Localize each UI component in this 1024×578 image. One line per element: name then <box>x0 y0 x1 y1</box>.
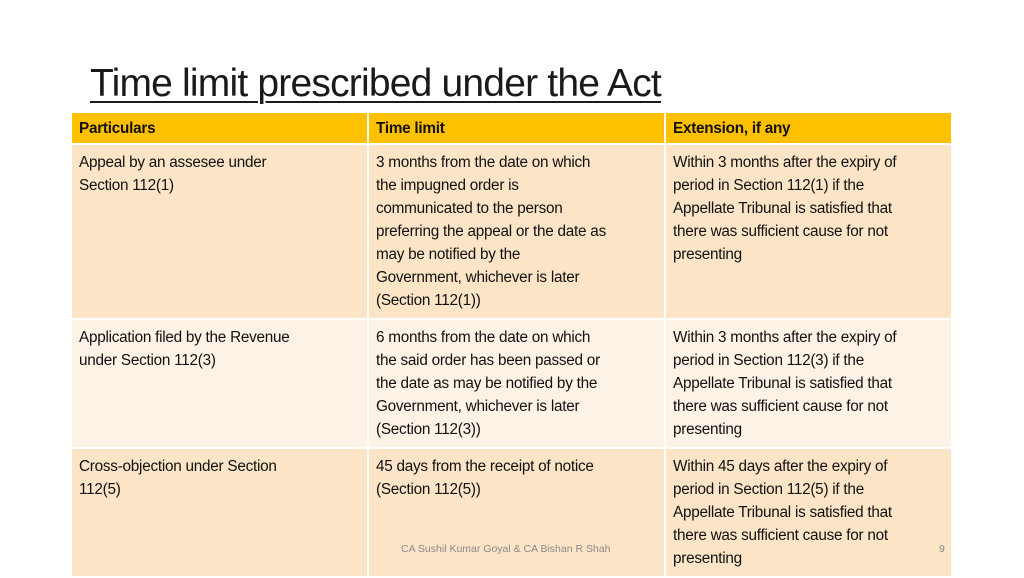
table-header-row <box>71 112 952 144</box>
time-limit-table <box>70 111 953 578</box>
header-particulars: Particulars <box>71 112 368 144</box>
table-row <box>71 319 952 448</box>
cell-extension: Within 3 months after the expiry of period in Section 112(1) if the Appellate Tribunal is satisfied that there was sufficient cause for not presenting <box>665 144 952 319</box>
slide-title: Time limit prescribed under the Act <box>90 62 661 105</box>
cell-particulars: Appeal by an assesee under Section 112(1) <box>71 144 368 319</box>
header-time-limit: Time limit <box>368 112 665 144</box>
header-extension: Extension, if any <box>665 112 952 144</box>
footer-authors: CA Sushil Kumar Goyal & CA Bishan R Shah <box>401 543 611 555</box>
cell-time-limit: 45 days from the receipt of notice (Section 112(5)) <box>368 448 665 577</box>
page-number: 9 <box>939 543 945 555</box>
table-row <box>71 448 952 577</box>
cell-time-limit: 3 months from the date on which the impugned order is communicated to the person preferring the appeal or the date as may be notified by the Government, whichever is later (Section 112(1)) <box>368 144 665 319</box>
cell-extension: Within 45 days after the expiry of period in Section 112(5) if the Appellate Tribunal is satisfied that there was sufficient cause for not presenting <box>665 448 952 577</box>
cell-extension: Within 3 months after the expiry of period in Section 112(3) if the Appellate Tribunal is satisfied that there was sufficient cause for not presenting <box>665 319 952 448</box>
cell-particulars: Application filed by the Revenue under Section 112(3) <box>71 319 368 448</box>
cell-time-limit: 6 months from the date on which the said order has been passed or the date as may be notified by the Government, whichever is later (Section 112(3)) <box>368 319 665 448</box>
cell-particulars: Cross-objection under Section 112(5) <box>71 448 368 577</box>
table-row <box>71 144 952 319</box>
